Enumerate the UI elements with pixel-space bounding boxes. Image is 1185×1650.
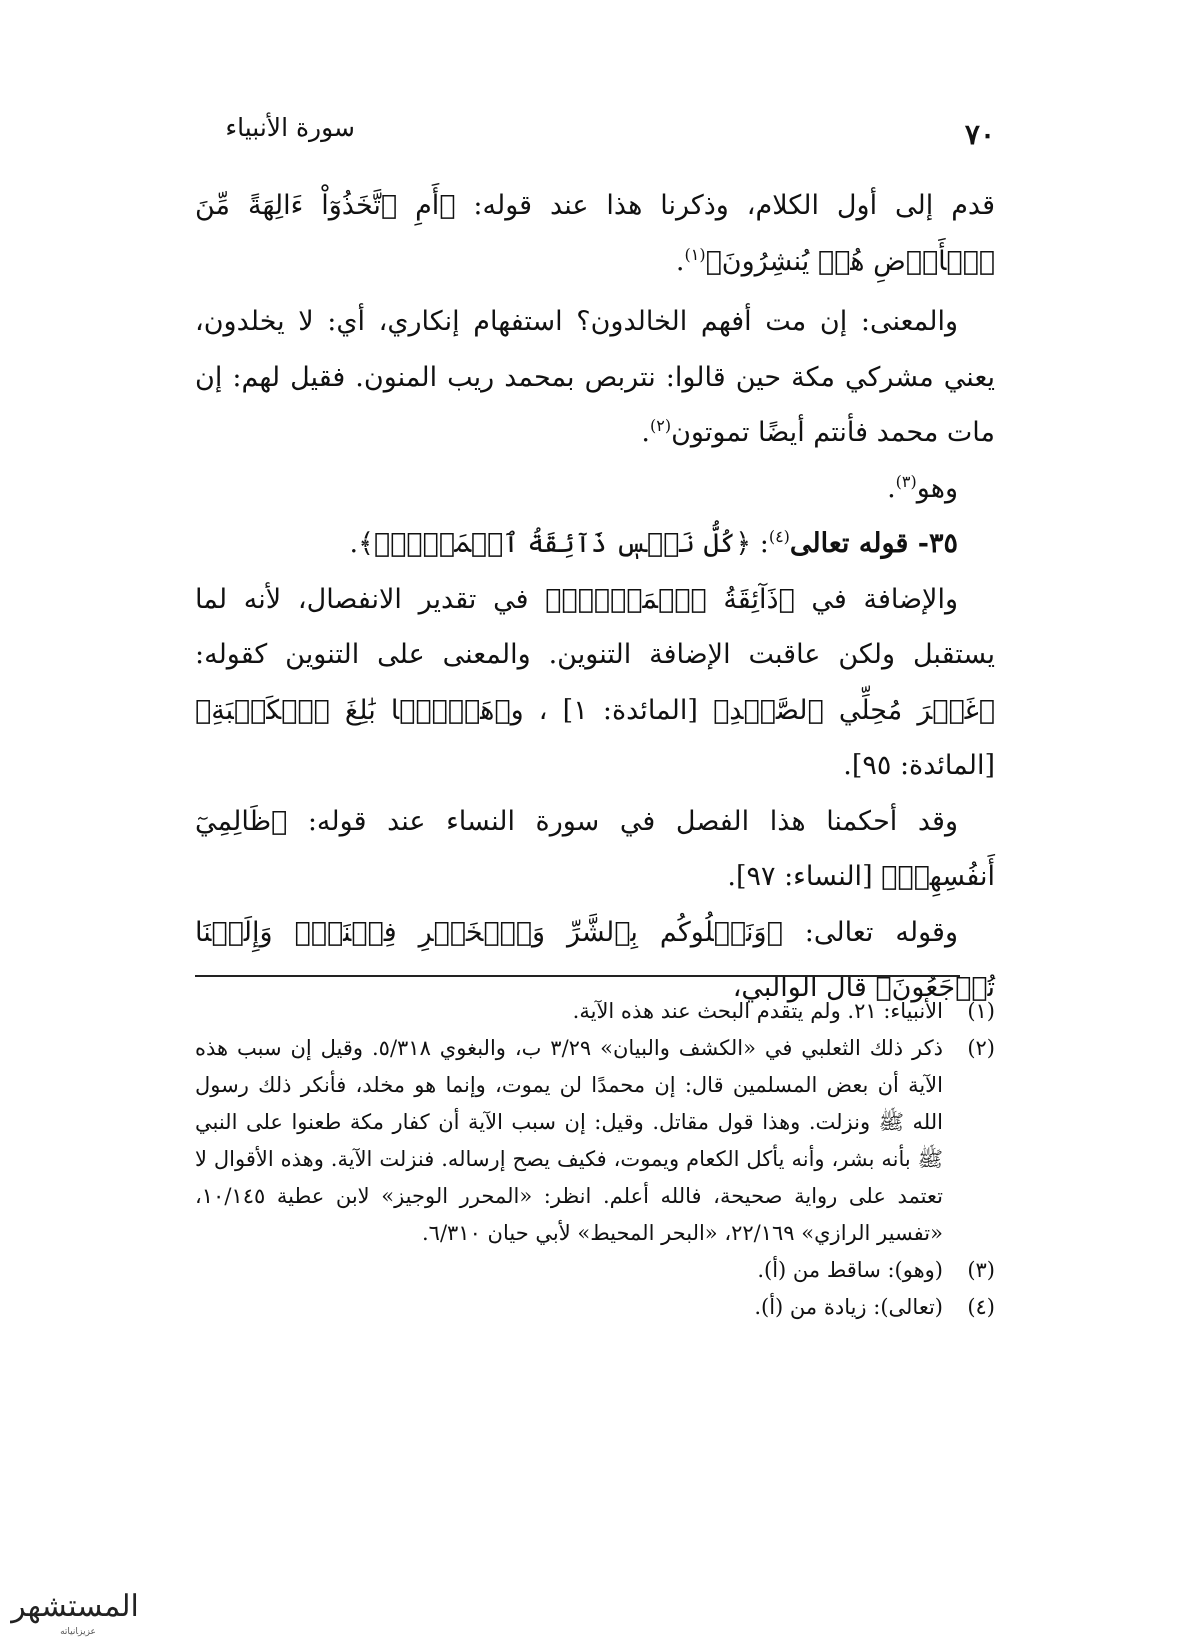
paragraph-4 [195, 516, 995, 572]
footnote-ref-3: (٣) [895, 471, 917, 491]
paragraph-2-text: والمعنى: إن مت أفهم الخالدون؟ استفهام إنكاري، أي: لا يخلدون، يعني مشركي مكة حين قالوا: نتربص بمحمد ريب المنون. فقيل لهم: إن مات محمد فأنتم أيضًا تموتون [195, 306, 995, 448]
paragraph-2-end: . [641, 417, 650, 448]
paragraph-3-end: . [887, 472, 896, 504]
footnote-2 [195, 1030, 995, 1252]
footnote-3 [195, 1252, 995, 1289]
paragraph-1 [195, 178, 995, 289]
footnote-number: (٣) [967, 1258, 995, 1282]
paragraph-5: والإضافة في ﴿ذَآئِقَةُ ٱلۡمَوۡتِۗ﴾ في تقدير الانفصال، لأنه لما يستقبل ولكن عاقبت الإضافة التنوين. والمعنى على التنوين كقوله: ﴿غَيۡرَ مُحِلِّي ٱلصَّيۡدِ﴾ [المائدة: ١] ، و﴿هَدۡيَۢا بَٰلِغَ ٱلۡكَعۡبَةِ﴾ [المائدة: ٩٥]. [195, 583, 995, 781]
chapter-title: سورة الأنبياء [225, 113, 355, 142]
footnote-text: الأنبياء: ٢١. ولم يتقدم البحث عند هذه الآية. [572, 999, 943, 1023]
paragraph-1-text: قدم إلى أول الكلام، وذكرنا هذا عند قوله: ﴿أَمِ ٱتَّخَذُوٓاْ ءَالِهَةً مِّنَ ٱلۡأَرۡضِ هُمۡ يُنشِرُونَ﴾ [195, 190, 995, 277]
logo-subtext: ع‍‍زي‍‍ز‍‍ان‍‍ي‍‍ات‍‍ه [60, 1627, 96, 1637]
footnote-number: (٤) [967, 1295, 995, 1319]
paragraph-1-end: . [675, 245, 685, 277]
paragraph-3-text: وهو [916, 472, 958, 504]
footnote-text: ذكر ذلك الثعلبي في «الكشف والبيان» ٣/٢٩ ب، والبغوي ٥/٣١٨. وقيل إن سبب هذه الآية أن بعض المسلمين قال: إن محمدًا لن يموت، وإنما هو مخلد، فأنكر ذلك رسول الله ﷺ ونزلت. وهذا قول مقاتل. وقيل: إن سبب الآية أن كفار مكة طعنوا على النبي ﷺ بأنه بشر، وأنه يأكل الكعام ويموت، فكيف يصح إرساله. فنزلت الآية. وهذه الأقوال لا تعتمد على رواية صحيحة، فالله أعلم. انظر: «المحرر الوجيز» لابن عطية ١٠/١٤٥، «تفسير الرازي» ٢٢/١٦٩، «البحر المحيط» لأبي حيان ٦/٣١٠. [195, 1036, 943, 1245]
main-text [195, 178, 995, 1016]
verse-number: ٣٥- قوله تعالى [789, 528, 958, 559]
footnote-text: (وهو): ساقط من (أ). [757, 1258, 943, 1282]
footnote-4 [195, 1289, 995, 1326]
quran-verse: : ﴿كُلُّ نَفۡسٖ ذَآئِقَةُ ٱلۡمَوۡتِۗ﴾. [349, 528, 769, 559]
paragraph-2 [195, 294, 995, 461]
footnote-ref-1: (١) [684, 244, 706, 264]
footnotes [195, 993, 995, 1326]
footnote-number: (١) [967, 999, 995, 1023]
footnote-ref-2: (٢) [650, 416, 672, 435]
footnote-ref-4: (٤) [768, 527, 790, 546]
publisher-logo [10, 1580, 140, 1642]
paragraph-3 [195, 461, 995, 517]
footnote-text: (تعالى): زيادة من (أ). [754, 1295, 943, 1319]
paragraph-6: وقد أحكمنا هذا الفصل في سورة النساء عند قوله: ﴿ظَالِمِيٓ أَنفُسِهِمۡ﴾ [النساء: ٩٧]. [195, 805, 995, 892]
page-number: ٧٠ [964, 118, 995, 151]
paragraph-7: وقوله تعالى: ﴿وَنَبۡلُوكُم بِٱلشَّرِّ وَٱلۡخَيۡرِ فِتۡنَةٗۖ وَإِلَيۡنَا تُرۡجَعُونَ﴾ قال الوالبي، [195, 916, 995, 1003]
logo-text: المستشهر [11, 1589, 139, 1624]
footnote-1 [195, 993, 995, 1030]
footnote-number: (٢) [967, 1036, 995, 1060]
footnote-separator [195, 975, 960, 977]
